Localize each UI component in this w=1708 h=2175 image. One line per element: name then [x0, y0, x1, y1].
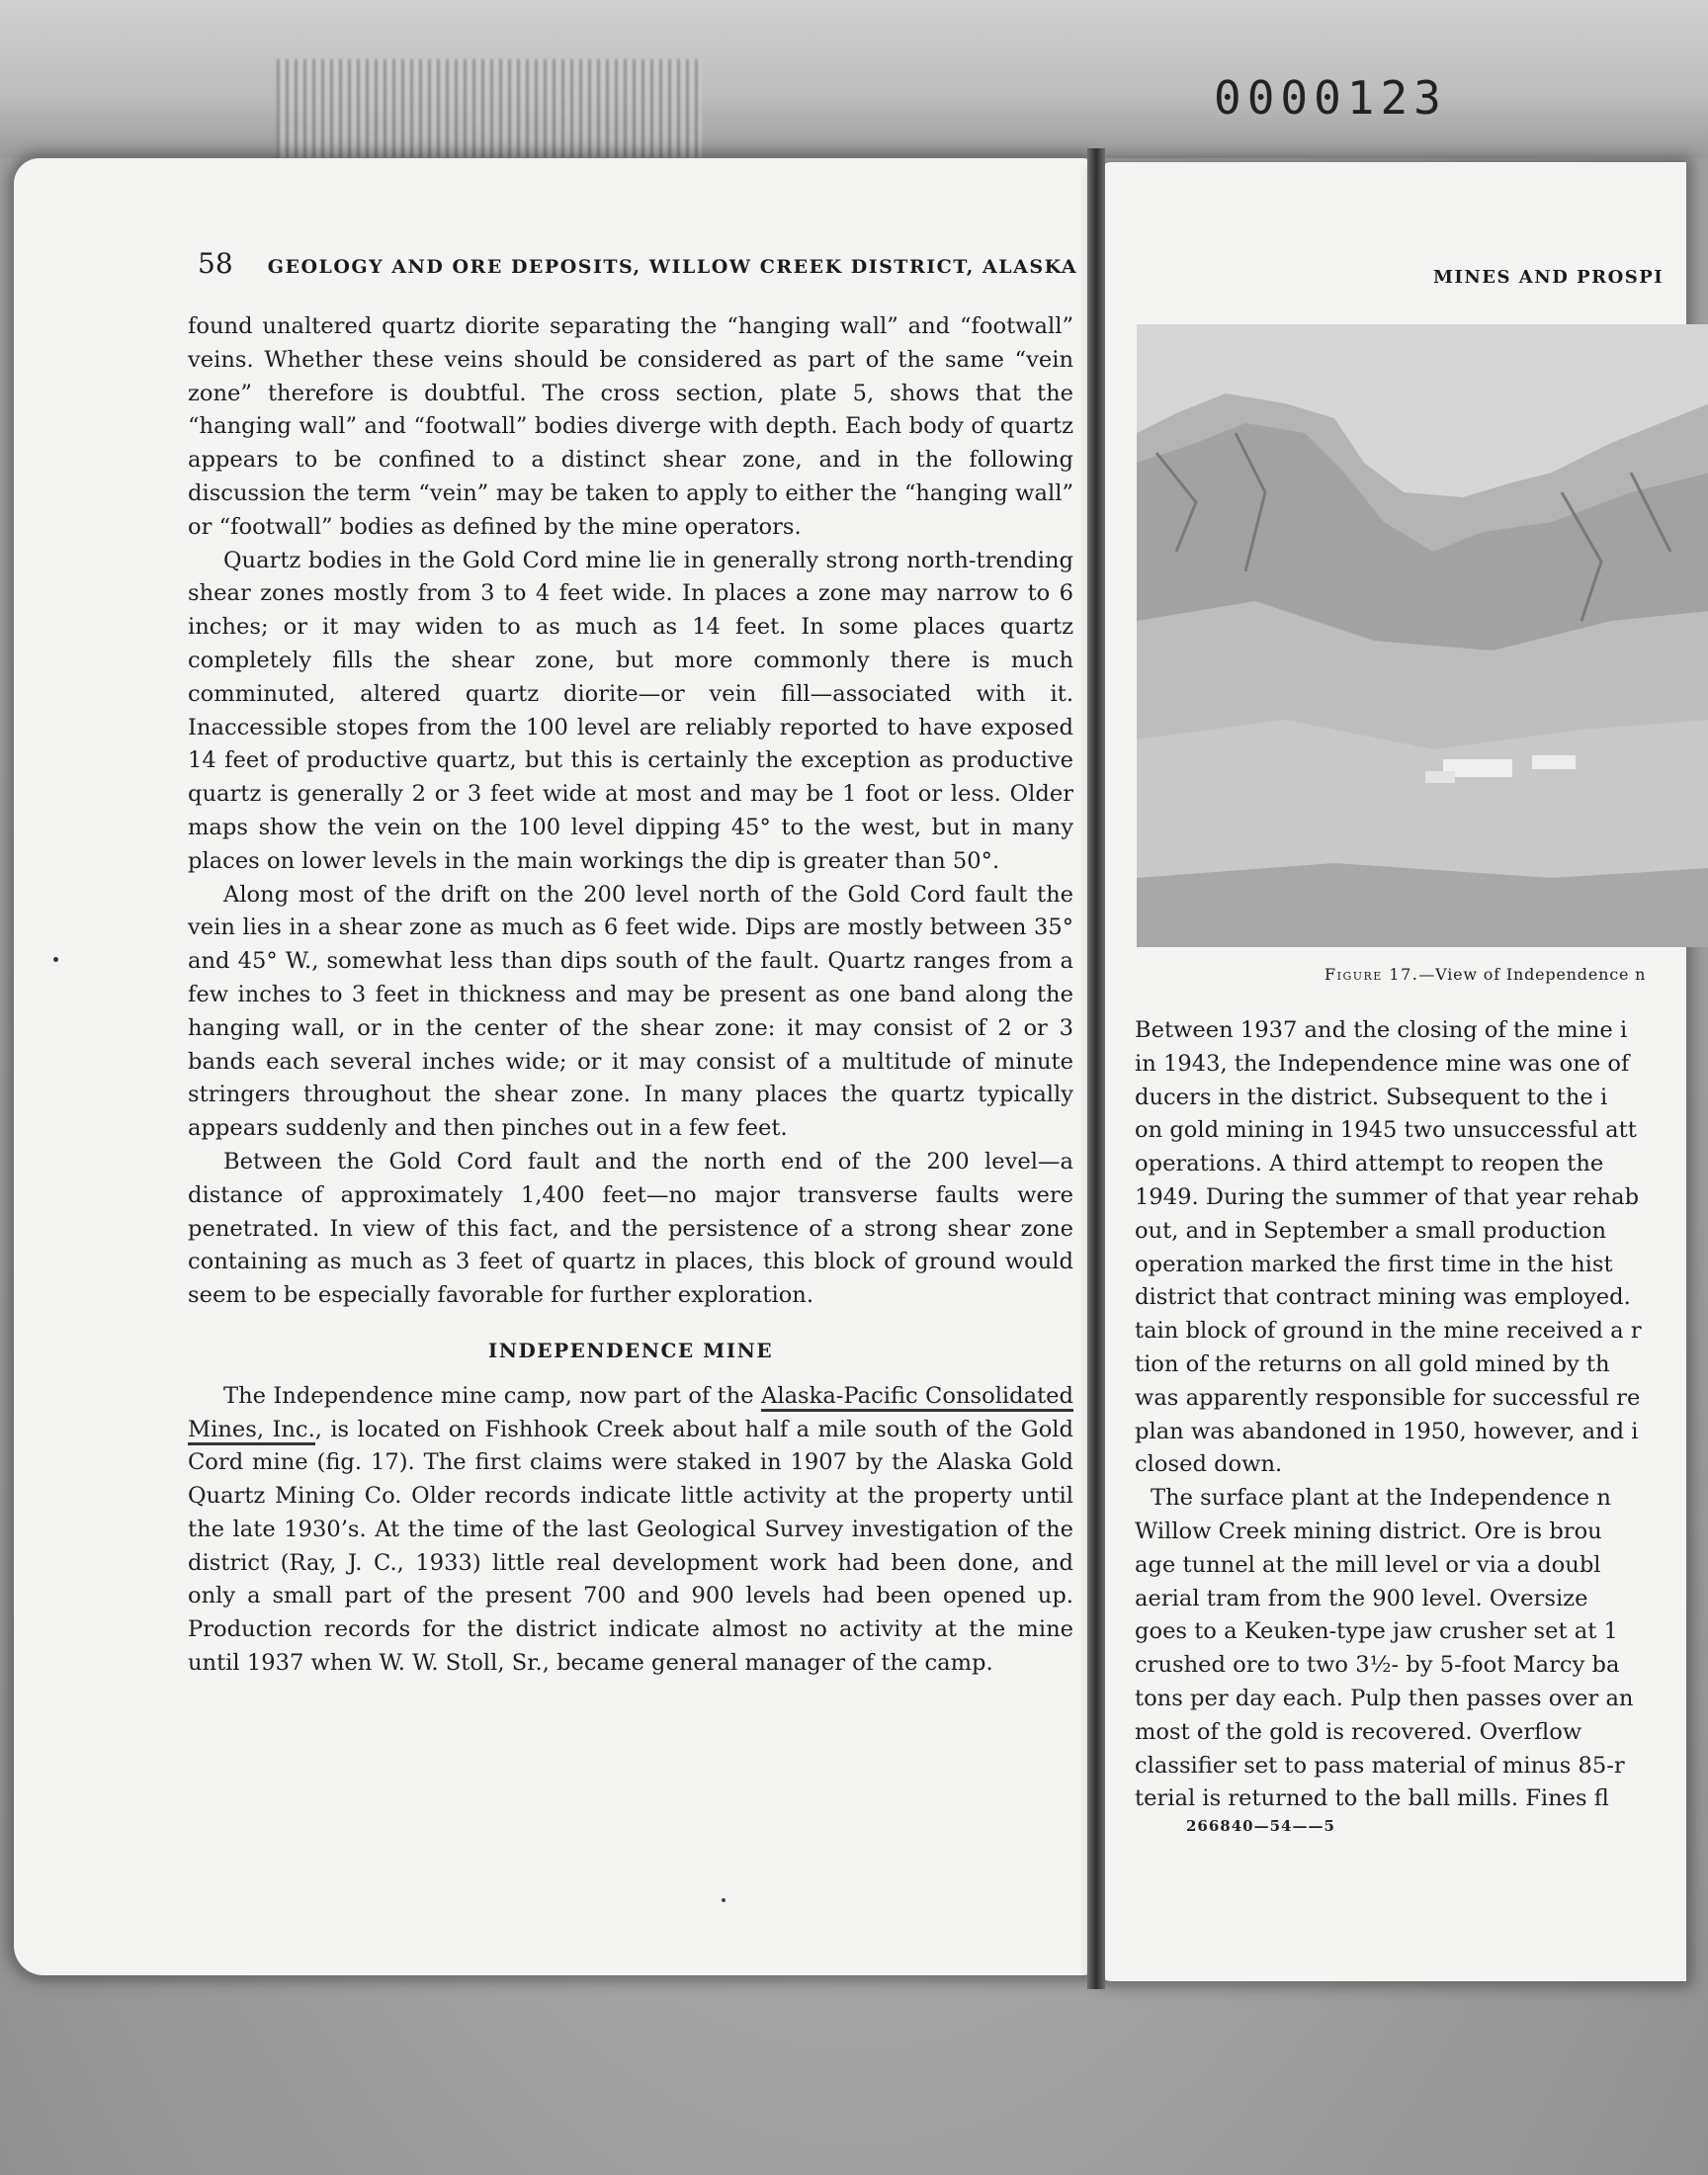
figure-photo-mountain [1137, 324, 1708, 947]
text-line: operation marked the first time in the hist [1135, 1251, 1613, 1277]
figure-caption [1324, 965, 1646, 984]
text-line: plan was abandoned in 1950, however, and i [1135, 1418, 1639, 1444]
left-running-head [198, 247, 1087, 287]
text-line: tain block of ground in the mine received a r [1135, 1318, 1642, 1345]
section-heading: INDEPENDENCE MINE [487, 1338, 774, 1362]
text-line: The surface plant at the Independence n [1151, 1485, 1611, 1512]
paragraph: found unaltered quartz diorite separating the “hanging wall” and “footwall” veins. Whether these veins should be considered as part of the same “vein zone” therefore is doubtful. The cross section, plate 5, shows that the “hanging wall” and “footwall” bodies diverge with depth. Each body of quartz appears to be confined to a distinct shear zone, and in the following discussion the term “vein” may be taken to apply to either the “hanging wall” or “footwall” bodies as defined by the mine operators. [188, 313, 1073, 540]
text-line: tion of the returns on all gold mined by th [1135, 1350, 1610, 1377]
text-run: The Independence mine camp, now part of the [223, 1382, 762, 1409]
margin-mark [53, 957, 58, 962]
text-line: most of the gold is recovered. Overflow [1135, 1718, 1582, 1745]
text-line: goes to a Keuken-type jaw crusher set at 1 [1135, 1618, 1618, 1645]
book-gutter [1087, 148, 1105, 1989]
mountain-landscape-image [1137, 324, 1708, 947]
paragraph: Along most of the drift on the 200 level north of the Gold Cord fault the vein lies in a shear zone as much as 6 feet wide. Dips are mostly between 35° and 45° W., somewhat less than dips south of the fault. Quartz ranges from a few inches to 3 feet in thickness and may be present as one band along the hanging wall, or in the center of the shear zone: it may consist of 2 or 3 bands each several inches wide; or it may consist of a multitude of minute stringers throughout the shear zone. In many places the quartz typically appears suddenly and then pinches out in a few feet. [188, 881, 1073, 1142]
text-line: 1949. During the summer of that year rehab [1135, 1183, 1640, 1210]
figure-caption-text: —View of Independence n [1418, 965, 1647, 984]
text-line: crushed ore to two 3½- by 5-foot Marcy ba [1135, 1652, 1620, 1679]
text-line: ducers in the district. Subsequent to the i [1135, 1084, 1608, 1110]
left-page-body [188, 310, 1073, 1681]
text-line: Between 1937 and the closing of the mine i [1135, 1017, 1628, 1043]
scanner-top-edge [0, 0, 1708, 158]
text-line: district that contract mining was employed. [1135, 1284, 1631, 1311]
text-line: closed down. [1135, 1451, 1283, 1478]
right-page-body [1135, 1014, 1688, 1816]
running-title: GEOLOGY AND ORE DEPOSITS, WILLOW CREEK DISTRICT, ALASKA [267, 256, 1078, 278]
book-spine-texture [277, 59, 702, 158]
text-line: was apparently responsible for successful re [1135, 1384, 1641, 1411]
printer-code: 266840—54——5 [1186, 1817, 1335, 1835]
document-stamp-number: 0000123 [1214, 71, 1447, 125]
page-number: 58 [198, 247, 233, 280]
paragraph: Quartz bodies in the Gold Cord mine lie in generally strong north-trending shear zones mostly from 3 to 4 feet wide. In places a zone may narrow to 6 inches; or it may widen to as much as 14 feet. In some places quartz completely fills the shear zone, but more commonly there is much comminuted, altered quartz diorite—or vein fill—associated with it. Inaccessible stopes from the 100 level are reliably reported to have exposed 14 feet of productive quartz, but this is certainly the exception as productive quartz is generally 2 or 3 feet wide at most and may be 1 foot or less. Older maps show the vein on the 100 level dipping 45° to the west, but in many places on lower levels in the main workings the dip is greater than 50°. [188, 547, 1073, 874]
text-line: out, and in September a small production [1135, 1217, 1606, 1244]
text-line: age tunnel at the mill level or via a doubl [1135, 1551, 1601, 1578]
paragraph: Between the Gold Cord fault and the north end of the 200 level—a distance of approximately 1,400 feet—no major transverse faults were penetrated. In view of this fact, and the persistence of a strong shear zone containing as much as 3 feet of quartz in places, this block of ground would seem to be especially favorable for further exploration. [188, 1148, 1073, 1309]
text-line: Willow Creek mining district. Ore is brou [1135, 1518, 1602, 1544]
text-line: classifier set to pass material of minus 85-r [1135, 1752, 1625, 1779]
text-line: operations. A third attempt to reopen the [1135, 1151, 1604, 1177]
right-running-head: MINES AND PROSPI [1433, 267, 1665, 288]
text-line: aerial tram from the 900 level. Oversize [1135, 1585, 1588, 1611]
text-line: in 1943, the Independence mine was one of [1135, 1050, 1630, 1077]
paragraph-independence [188, 1380, 1073, 1681]
text-line: terial is returned to the ball mills. Fines fl [1135, 1785, 1609, 1812]
text-run: , is located on Fishhook Creek about half a mile south of the Gold Cord mine (fig. 17). The first claims were staked in 1907 by the Alaska Gold Quartz Mining Co. Older records indicate little activity at the property until the late 1930’s. At the time of the last Geological Survey investigation of the district (Ray, J. C., 1933) little real development work had been done, and only a small part of the present 700 and 900 levels had been opened up. Production records for the district indicate almost no activity at the mine until 1937 when W. W. Stoll, Sr., became general manager of the camp. [188, 1416, 1073, 1677]
figure-label: Figure 17. [1324, 965, 1419, 984]
underlined-company-name: Alaska-Pacific Consolidated Mines, Inc. [188, 1383, 1073, 1445]
margin-mark [722, 1898, 726, 1902]
text-line: on gold mining in 1945 two unsuccessful att [1135, 1117, 1637, 1144]
text-line: tons per day each. Pulp then passes over an [1135, 1685, 1634, 1711]
